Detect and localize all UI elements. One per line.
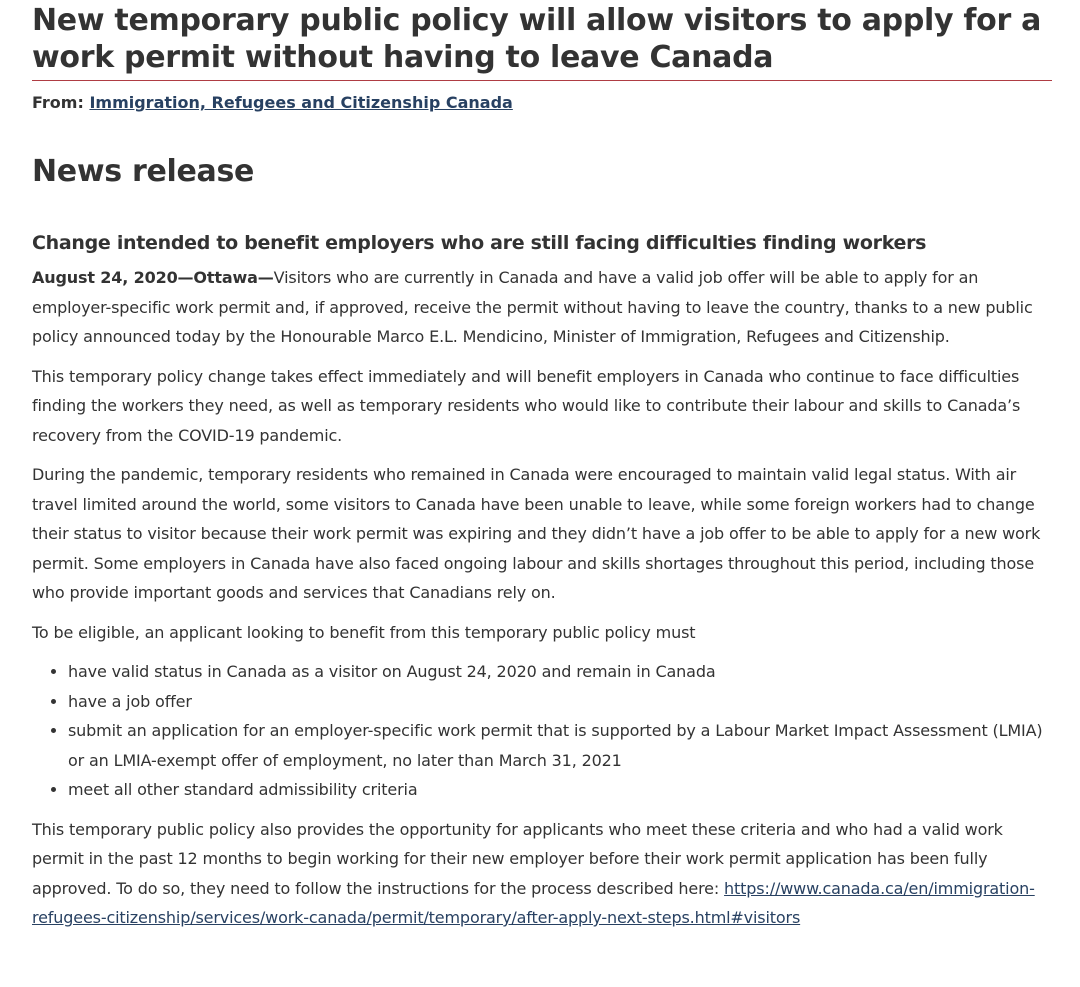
from-label: From: xyxy=(32,93,90,112)
paragraph-instructions xyxy=(32,815,1052,933)
paragraph-instructions-text: This temporary public policy also provides the opportunity for applicants who meet these criteria and who had a valid work permit in the past 12 months to begin working for their new employer before their work permit application has been fully approved. To do so, they need to follow the instructions for the process described here: xyxy=(32,819,1003,898)
news-article xyxy=(32,0,1052,933)
list-item: • have valid status in Canada as a visitor on August 24, 2020 and remain in Canada xyxy=(68,657,1052,687)
lead-paragraph xyxy=(32,263,1052,352)
dateline: August 24, 2020—Ottawa— xyxy=(32,268,274,287)
department-link[interactable]: Immigration, Refugees and Citizenship Canada xyxy=(89,93,513,112)
lead-paragraph-text: Visitors who are currently in Canada and have a valid job offer will be able to apply for an employer-specific work permit and, if approved, receive the permit without having to leave the country, thanks to a new public policy announced today by the Honourable Marco E.L. Mendicino, Minister of Immigration, Refugees and Citizenship. xyxy=(32,268,1033,346)
article-subheading: Change intended to benefit employers who are still facing difficulties finding workers xyxy=(32,232,927,254)
from-line xyxy=(32,91,1052,115)
list-item: • submit an application for an employer-specific work permit that is supported by a Labour Market Impact Assessment (LMIA) or an LMIA-exempt offer of employment, no later than March 31, 2021 xyxy=(68,716,1052,775)
eligibility-criteria-list xyxy=(32,657,1052,805)
paragraph-pandemic-context: During the pandemic, temporary residents who remained in Canada were encouraged to maintain valid legal status. With air travel limited around the world, some visitors to Canada have been unable to leave, while some foreign workers had to change their status to visitor because their work permit was expiring and they didn’t have a job offer to be able to apply for a new work permit. Some employers in Canada have also faced ongoing labour and skills shortages throughout this period, including those who provide important goods and services that Canadians rely on. xyxy=(32,465,1041,602)
page-title: New temporary public policy will allow visitors to apply for a work permit without having to leave Canada xyxy=(32,2,1052,81)
list-item: • have a job offer xyxy=(68,687,1052,717)
eligibility-intro: To be eligible, an applicant looking to benefit from this temporary public policy must xyxy=(32,622,696,642)
paragraph-policy-change: This temporary policy change takes effect immediately and will benefit employers in Canada who continue to face difficulties finding the workers they need, as well as temporary residents who would like to contribute their labour and skills to Canada’s recovery from the COVID-19 pandemic. xyxy=(32,366,1021,445)
section-heading: News release xyxy=(32,154,255,189)
list-item: • meet all other standard admissibility criteria xyxy=(68,775,1052,805)
instructions-link[interactable]: https://www.canada.ca/en/immigration-refugees-citizenship/services/work-canada/permit/temporary/after-apply-next-steps.html#visitors xyxy=(32,878,1035,927)
